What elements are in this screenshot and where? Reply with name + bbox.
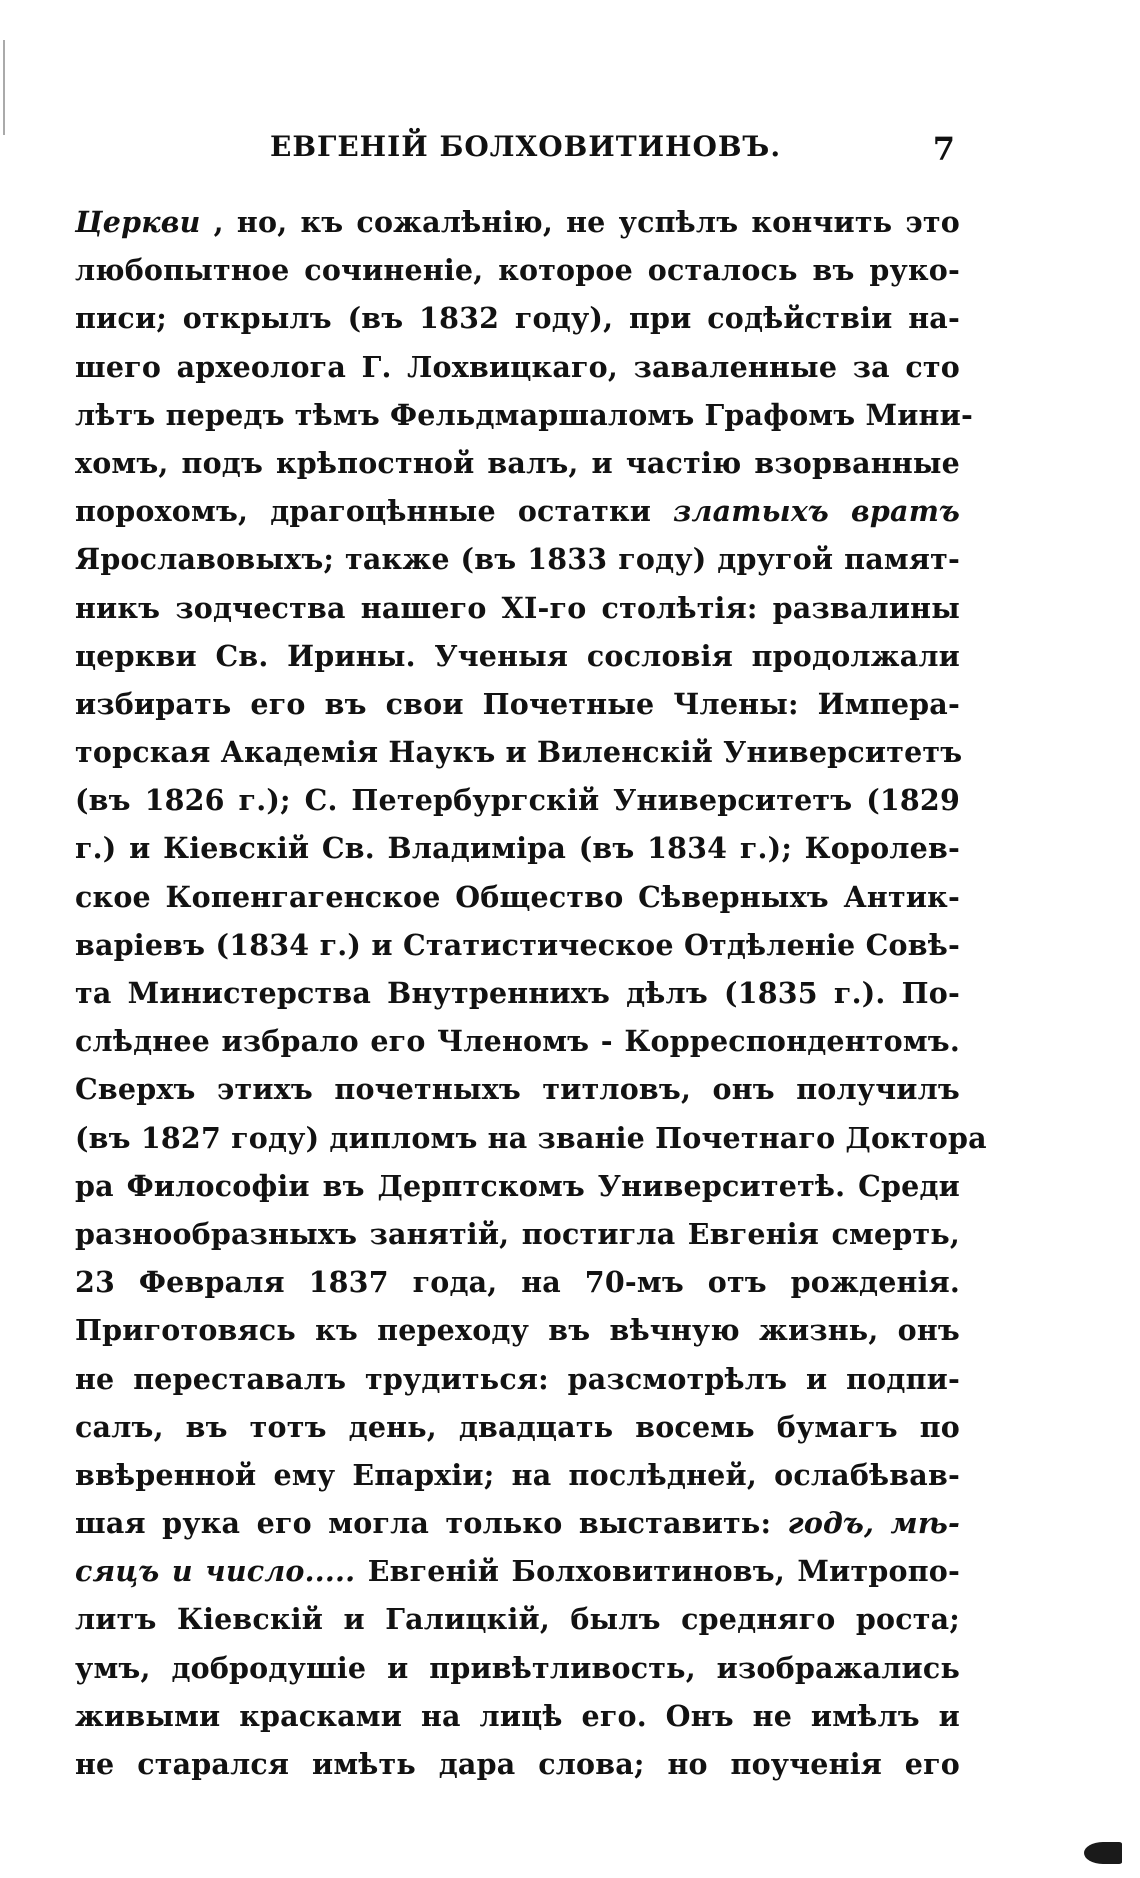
text-line (75, 776, 960, 824)
line-text: Ярославовыхъ; также (въ 1833 году) другой памят- (75, 542, 960, 577)
line-text: 23 Февраля 1837 года, на 70-мъ отъ рожденія. (75, 1265, 960, 1300)
text-line (75, 680, 960, 728)
line-text: писи; открылъ (въ 1832 году), при содѣйствіи на- (75, 301, 960, 336)
line-text: шая рука его могла только выставить: (75, 1506, 772, 1541)
text-line (75, 1644, 960, 1692)
text-line (75, 535, 960, 583)
text-line (75, 824, 960, 872)
text-line (75, 1403, 960, 1451)
text-line (75, 1499, 960, 1547)
line-text: салъ, въ тотъ день, двадцать восемь бумагъ по (75, 1409, 960, 1444)
page-header (75, 130, 955, 170)
text-line (75, 921, 960, 969)
italic-text: Церкви (75, 205, 201, 239)
line-text: церкви Св. Ирины. Ученыя сословія продолжали (75, 638, 960, 673)
text-line (75, 873, 960, 921)
line-text: Приготовясь къ переходу въ вѣчную жизнь, онъ (75, 1313, 960, 1348)
text-line (75, 1595, 960, 1643)
italic-text: златыхъ вратъ (673, 494, 960, 529)
line-text: хомъ, подъ крѣпостной валъ, и частію взорванные (75, 445, 960, 480)
line-text: любопытное сочиненіе, которое осталось въ руко- (75, 253, 960, 288)
margin-rule (3, 40, 5, 135)
line-text: никъ зодчества нашего XI-го столѣтія: развалины (75, 590, 960, 625)
text-line (75, 487, 960, 535)
text-line (75, 198, 960, 246)
line-text: (въ 1826 г.); С. Петербургскій Университетъ (1829 (75, 783, 960, 818)
line-text: порохомъ, драгоцѣнные остатки (75, 494, 652, 529)
line-text: та Министерства Внутреннихъ дѣлъ (1835 г.). По- (75, 976, 960, 1010)
text-line (75, 1017, 960, 1065)
line-text: лѣтъ передъ тѣмъ Фельдмаршаломъ Графомъ Мини- (75, 397, 973, 432)
italic-text: сяцъ и число..... (75, 1554, 356, 1589)
body-text (75, 198, 987, 1788)
line-text: Евгеній Болховитиновъ, Митропо- (367, 1554, 961, 1589)
text-line (75, 1306, 960, 1354)
text-line (75, 391, 973, 439)
line-text: слѣднее избрало его Членомъ - Корреспондентомъ. (75, 1024, 960, 1059)
text-line (75, 1210, 960, 1258)
line-text: (въ 1827 году) дипломъ на званіе Почетнаго Доктора (75, 1120, 987, 1155)
text-line (75, 246, 960, 294)
line-text: ввѣренной ему Епархіи; на послѣдней, ослабѣвав- (75, 1457, 960, 1492)
text-line (75, 343, 960, 391)
text-line (75, 294, 960, 342)
text-line (75, 1162, 960, 1210)
line-text: г.) и Кіевскій Св. Владиміра (въ 1834 г.); Королев- (75, 831, 960, 866)
text-line (75, 439, 960, 487)
italic-text: годъ, мѣ- (787, 1506, 960, 1541)
line-text: Сверхъ этихъ почетныхъ титловъ, онъ получилъ (75, 1072, 960, 1107)
line-text: умъ, добродушіе и привѣтливость, изображались (75, 1650, 960, 1685)
page-number: 7 (932, 130, 955, 168)
line-text: варіевъ (1834 г.) и Статистическое Отдѣленіе Совѣ- (75, 927, 960, 962)
text-line (75, 1451, 960, 1499)
text-line (75, 1740, 960, 1788)
line-text: живыми красками на лицѣ его. Онъ не имѣлъ и (75, 1698, 960, 1733)
line-text: не старался имѣть дара слова; но поученія его (75, 1747, 960, 1781)
text-line (75, 584, 960, 632)
text-line (75, 1258, 960, 1306)
running-head: ЕВГЕНІЙ БОЛХОВИТИНОВЪ. (270, 130, 782, 163)
line-text: торская Академія Наукъ и Виленскій Университетъ (75, 735, 963, 770)
line-text: ское Копенгагенское Общество Сѣверныхъ Антик- (75, 879, 960, 914)
line-text: избирать его въ свои Почетные Члены: Импера- (75, 686, 960, 721)
text-line (75, 632, 960, 680)
text-line (75, 1065, 960, 1113)
line-text: не переставалъ трудиться: разсмотрѣлъ и подпи- (75, 1361, 960, 1396)
line-text: разнообразныхъ занятій, постигла Евгенія смерть, (75, 1216, 960, 1251)
line-text: шего археолога Г. Лохвицкаго, заваленные за сто (75, 349, 960, 384)
text-line (75, 1692, 960, 1740)
text-line (75, 728, 963, 776)
line-text: ра Философіи въ Дерптскомъ Университетѣ. Среди (75, 1168, 960, 1203)
text-line (75, 1355, 960, 1403)
text-line (75, 1114, 987, 1162)
line-text: литъ Кіевскій и Галицкій, былъ средняго роста; (75, 1602, 960, 1637)
line-text: , но, къ сожалѣнію, не успѣлъ кончить это (213, 205, 961, 239)
text-line (75, 969, 960, 1017)
ink-blot-mark (1084, 1842, 1122, 1864)
text-line (75, 1547, 960, 1595)
